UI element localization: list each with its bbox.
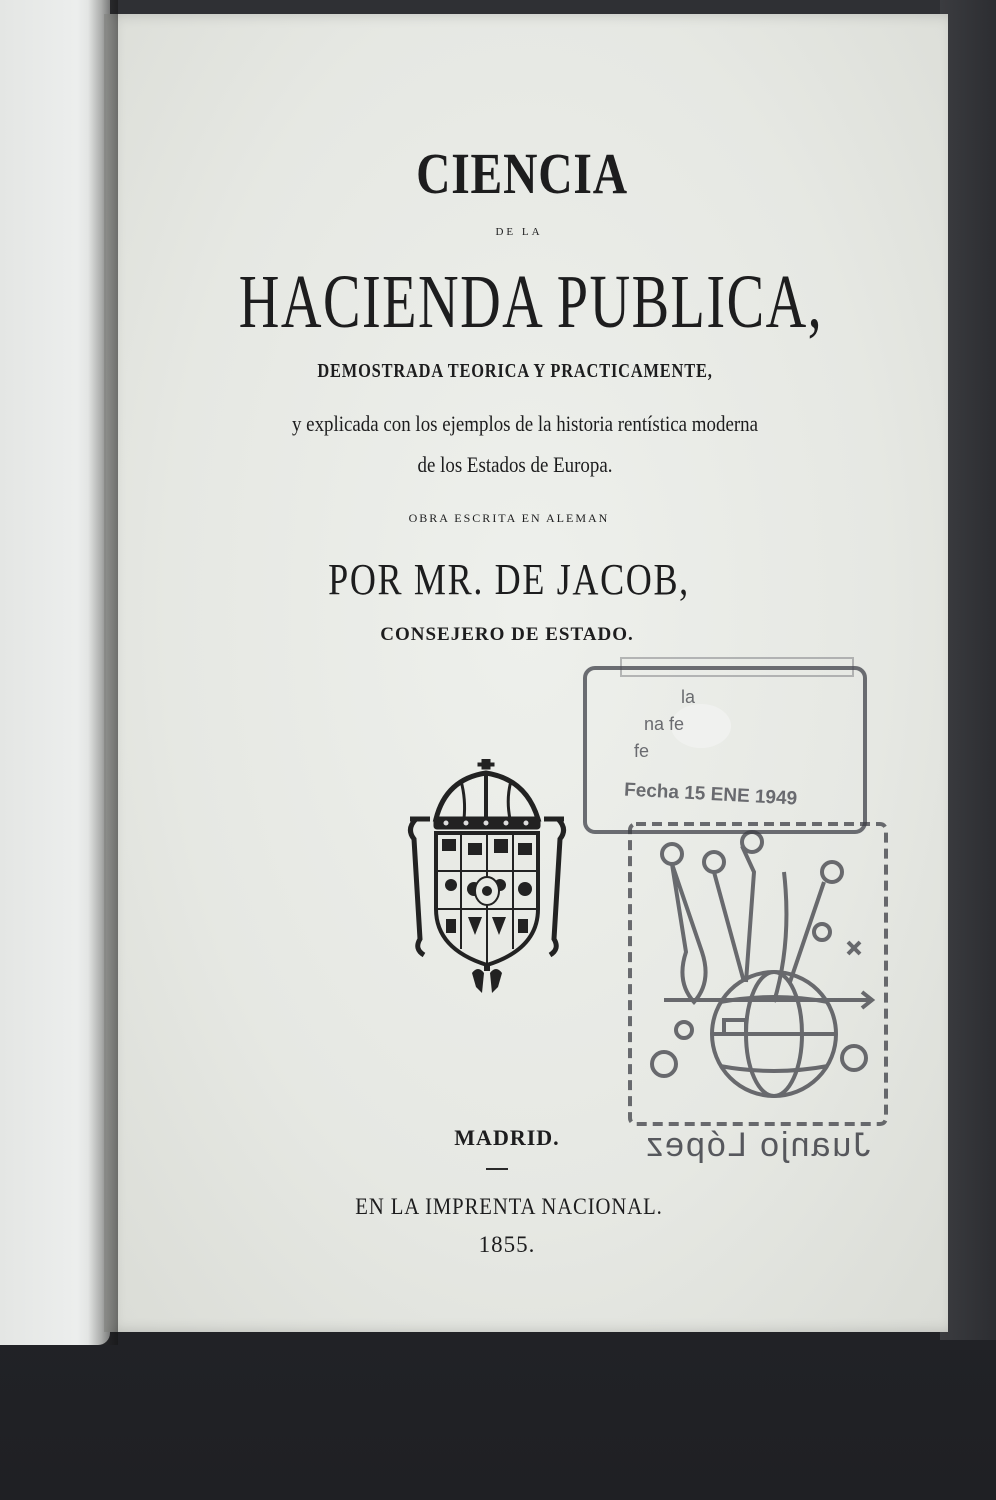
imprint-printer: EN LA IMPRENTA NACIONAL. bbox=[355, 1194, 663, 1219]
stamp-line-2: na fe bbox=[644, 714, 685, 734]
title-page bbox=[104, 14, 948, 1332]
title-de-la: DE LA bbox=[495, 226, 543, 238]
gutter-shadow bbox=[88, 0, 118, 1345]
imprint-divider-rule bbox=[486, 1168, 508, 1170]
obra-escrita-line: OBRA ESCRITA EN ALEMAN bbox=[408, 511, 610, 525]
subtitle-explicada-line-2: de los Estados de Europa. bbox=[417, 452, 613, 477]
author-position: CONSEJERO DE ESTADO. bbox=[380, 624, 634, 645]
subtitle-demostrada: DEMOSTRADA TEORICA Y PRACTICAMENTE, bbox=[317, 360, 713, 382]
author-line: POR MR. DE JACOB, bbox=[328, 555, 690, 604]
imprint-city: MADRID. bbox=[454, 1125, 560, 1150]
title-ciencia: CIENCIA bbox=[416, 141, 628, 206]
ex-libris-owner-name: Juanjo López bbox=[644, 1126, 871, 1164]
stamp-line-3: fe bbox=[634, 741, 650, 761]
subtitle-explicada-line-1: y explicada con los ejemplos de la historia rentística moderna bbox=[291, 411, 759, 436]
imprint-year: 1855. bbox=[478, 1232, 536, 1257]
book-cover-edge bbox=[940, 0, 996, 1340]
stamp-line-1: la bbox=[681, 687, 696, 707]
ex-libris-stamp-icon bbox=[624, 802, 894, 1136]
royal-coat-of-arms-icon bbox=[406, 759, 568, 999]
stamp-date-line: Fecha 15 ENE 1949 bbox=[623, 779, 798, 810]
title-hacienda-publica: HACIENDA PUBLICA, bbox=[238, 260, 824, 344]
